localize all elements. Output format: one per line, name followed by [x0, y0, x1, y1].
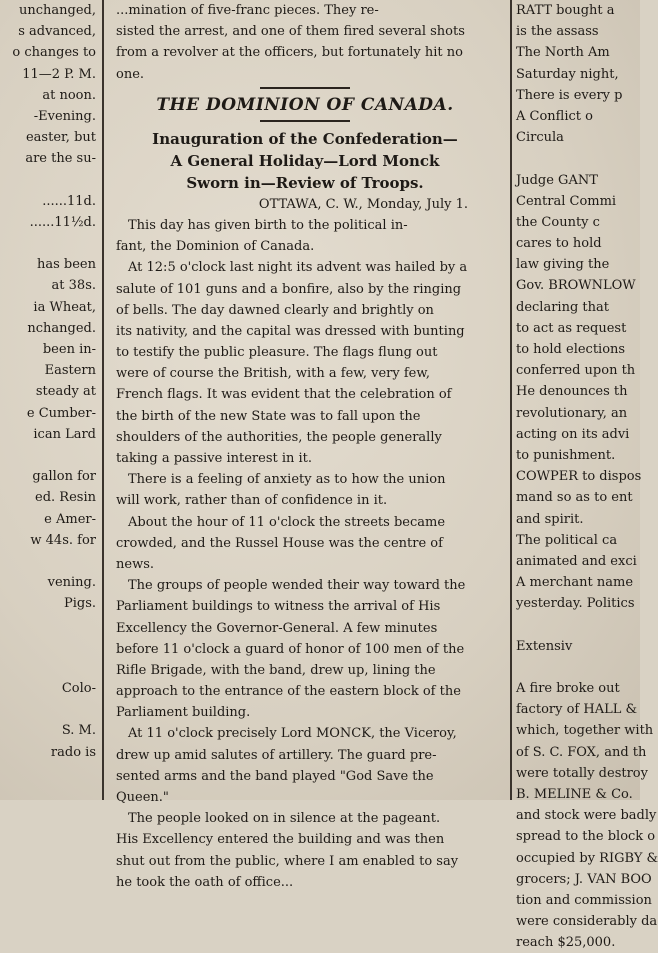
right-column-line [514, 657, 640, 678]
right-column-line: animated and exci [516, 553, 637, 569]
left-column-line: at noon. [42, 87, 96, 103]
left-column-line [0, 233, 98, 254]
right-column-line: conferred upon th [516, 363, 636, 379]
right-column-line: which, together with [516, 723, 654, 739]
right-column-line: were totally destroy [516, 765, 648, 781]
right-column-line: He denounces th [516, 384, 628, 400]
left-top-line: s advanced, [18, 24, 96, 40]
left-column-line: vening. [47, 575, 96, 591]
right-column-line: Gov. BROWNLOW [516, 278, 636, 294]
section-divider [260, 120, 350, 122]
article-line: His Excellency entered the building and was then [116, 832, 445, 848]
right-column-line: to punishment. [516, 447, 616, 463]
article-line: About the hour of 11 o'clock the streets became [128, 514, 446, 530]
headline-line: Inauguration of the Confederation— [152, 129, 458, 148]
left-column-line: Colo- [61, 681, 96, 696]
right-top-line: The North Am [516, 45, 610, 61]
right-column-line: tion and commission [516, 892, 652, 908]
article-line: of bells. The day dawned clearly and brightly on [116, 302, 434, 318]
left-column-line: are the su- [25, 151, 96, 167]
left-column-line [0, 699, 98, 720]
left-column-line [0, 657, 98, 678]
left-column-line [0, 551, 98, 572]
right-column-line: acting on its advi [516, 426, 630, 442]
article-line: shut out from the public, where I am enabled to say [116, 853, 459, 869]
article-line: Excellency the Governor-General. A few minutes [116, 620, 438, 636]
right-column-line: to act as request [516, 320, 627, 336]
article-line: sisted the arrest, and one of them fired several shots [116, 24, 465, 40]
right-column-line: cares to hold [516, 236, 602, 252]
right-column-line: COWPER to dispos [516, 469, 642, 485]
left-column-line: ......11½d. [29, 214, 96, 230]
article-line: The groups of people wended their way toward the [128, 578, 466, 594]
left-top-line: unchanged, [19, 3, 96, 18]
article-line: At 12:5 o'clock last night its advent was hailed by a [128, 260, 468, 276]
right-column-line: to hold elections [516, 342, 626, 357]
article-line: taking a passive interest in it. [116, 451, 313, 467]
column-rule [510, 0, 512, 800]
left-column-line [0, 614, 98, 635]
left-column [0, 0, 98, 800]
right-column-line: Extensiv [516, 638, 573, 654]
left-column-line: Eastern [44, 363, 96, 379]
left-column-line: nchanged. [27, 320, 96, 336]
right-column-line [514, 148, 640, 169]
right-column-line: A Conflict o [516, 108, 593, 124]
left-column-line: S. M. [61, 723, 96, 739]
right-column-line: B. MELINE & Co. [516, 786, 633, 802]
left-column-line: w 44s. for [30, 532, 96, 548]
right-column-line: and stock were badly [516, 808, 657, 824]
left-column-line: e Cumber- [26, 405, 96, 421]
section-divider [260, 87, 350, 89]
left-column-line [0, 636, 98, 657]
left-column-line: at 38s. [51, 278, 96, 294]
left-column-line: -Evening. [33, 108, 96, 124]
right-column-line: revolutionary, an [516, 405, 628, 421]
article-line: shoulders of the authorities, the people generally [116, 429, 442, 445]
article-line: sented arms and the band played "God Save the [116, 768, 434, 784]
article-body [106, 215, 504, 893]
article-line: There is a feeling of anxiety as to how the union [128, 472, 446, 488]
right-top-line: Saturday night, [516, 66, 619, 82]
dateline: OTTAWA, C. W., Monday, July 1. [258, 196, 468, 212]
article-line: Rifle Brigade, with the band, drew up, lining the [116, 662, 436, 678]
right-column-line: of S. C. FOX, and th [516, 744, 647, 760]
left-column-line: ......11d. [42, 193, 96, 209]
right-column [514, 0, 658, 951]
article-line: approach to the entrance of the eastern block of the [116, 684, 461, 700]
left-column-line: easter, but [25, 130, 96, 146]
left-column-line: gallon for [32, 469, 96, 485]
right-top-line: RATT bought a [516, 3, 615, 18]
right-column-line [514, 614, 640, 635]
previous-article-tail [106, 0, 504, 85]
article-line: before 11 o'clock a guard of honor of 100 men of the [116, 641, 465, 657]
left-column-line: has been [36, 257, 96, 273]
left-column-line [0, 445, 98, 466]
right-column-line: Central Commi [516, 193, 617, 209]
article-line: The people looked on in silence at the pageant. [128, 811, 441, 827]
article-line: will work, rather than of confidence in it. [116, 493, 388, 509]
right-column-line: and spirit. [516, 511, 584, 527]
right-column-line: were considerably da [516, 914, 658, 930]
article-line: its nativity, and the capital was dressed with bunting [116, 323, 465, 339]
article-line: French flags. It was evident that the celebration of [116, 387, 452, 403]
left-column-line: ia Wheat, [33, 299, 96, 315]
right-column-line: A fire broke out [516, 681, 620, 696]
right-column-line: declaring that [516, 299, 609, 315]
left-column-line: steady at [35, 384, 96, 400]
article-line: This day has given birth to the political in- [128, 217, 408, 233]
left-column-line: rado is [50, 744, 96, 760]
section-title: THE DOMINION OF CANADA. [156, 94, 454, 115]
article-line: Parliament buildings to witness the arrival of His [116, 599, 441, 615]
headline-line: Sworn in—Review of Troops. [186, 173, 424, 192]
left-column-line: ed. Resin [35, 490, 96, 506]
right-column-line: factory of HALL & [516, 702, 638, 718]
right-column-line: yesterday. Politics [516, 596, 635, 612]
left-column-line: ican Lard [33, 426, 96, 442]
article-line: to testify the public pleasure. The flags flung out [116, 345, 438, 361]
article-line: news. [116, 556, 154, 572]
article-line: Parliament building. [116, 705, 251, 721]
article-line: drew up amid salutes of artillery. The guard pre- [116, 747, 437, 763]
article-line: one. [116, 66, 145, 82]
right-column-line: law giving the [516, 257, 610, 273]
left-column-line: e Amer- [44, 511, 96, 527]
column-rule [102, 0, 104, 800]
left-column-line [0, 170, 98, 191]
right-column-line: mand so as to ent [516, 490, 633, 506]
article-line: crowded, and the Russel House was the centre of [116, 535, 443, 551]
right-column-line: reach $25,000. [516, 935, 616, 951]
article-line: Queen." [116, 790, 169, 806]
right-top-line: is the assass [516, 24, 599, 40]
right-column-line: the County c [516, 214, 600, 230]
right-top-line: There is every p [516, 87, 623, 103]
article-line: he took the oath of office... [116, 874, 294, 890]
right-column-line: Judge GANT [516, 172, 598, 188]
article-line: salute of 101 guns and a bonfire, also by the ringing [116, 281, 462, 297]
left-column-line: 11—2 P. M. [22, 66, 96, 82]
right-column-line: Circula [516, 130, 564, 146]
article-line: fant, the Dominion of Canada. [116, 239, 315, 255]
main-column [106, 0, 504, 890]
right-column-line: occupied by RIGBY & [516, 850, 658, 866]
headline-line: A General Holiday—Lord Monck [170, 151, 440, 170]
left-top-line: o changes to [12, 45, 96, 61]
right-column-line: spread to the block o [516, 829, 656, 845]
article-line: ...mination of five-franc pieces. They re- [116, 3, 379, 18]
right-column-line: grocers; J. VAN BOO [516, 871, 652, 887]
article-line: At 11 o'clock precisely Lord MONCK, the Viceroy, [128, 726, 457, 742]
right-column-line: A merchant name [516, 575, 634, 591]
article-line: were of course the British, with a few, very few, [116, 366, 431, 382]
left-column-line: Pigs. [63, 596, 96, 612]
right-column-line: The political ca [516, 532, 618, 548]
left-column-line: been in- [42, 342, 96, 357]
article-line: from a revolver at the officers, but fortunately hit no [116, 45, 463, 61]
article-line: the birth of the new State was to fall upon the [116, 408, 421, 424]
